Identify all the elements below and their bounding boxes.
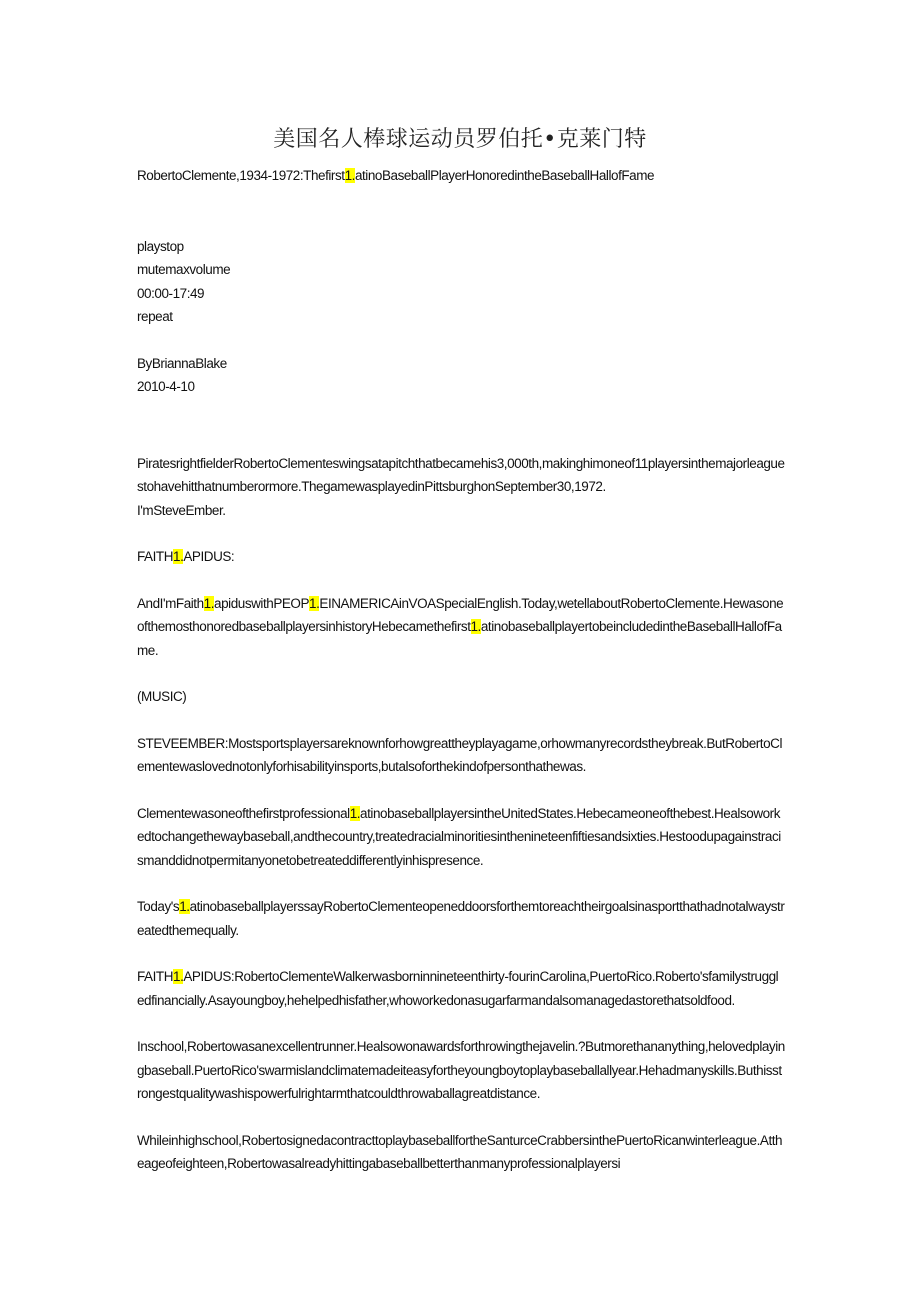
player-time: 00:00-17:49 <box>137 285 205 301</box>
highlight-mark: 1. <box>179 899 190 914</box>
byline-date: 2010-4-10 <box>137 379 195 394</box>
highlight-mark: 1. <box>173 969 184 984</box>
paragraph: Whileinhighschool,RobertosignedacontracttoplaybaseballfortheSanturceCrabbersinthePuertoRicanwinterleague.Attheageofeighteen,Robertowasalreadyhittingabaseballbetterthanmanyprofessionalplayersi <box>137 1132 783 1171</box>
paragraph: Today's1.atinobaseballplayerssayRobertoClementeopeneddoorsforthemtoreachtheirgoalsinasportthathadnotalwaystreatedthemequally. <box>137 899 785 938</box>
highlight-mark: 1. <box>173 549 184 564</box>
highlight-mark: 1. <box>309 595 320 611</box>
player-repeat[interactable]: repeat <box>137 309 173 324</box>
highlight-mark: 1. <box>344 168 355 183</box>
highlight-mark: 1. <box>470 619 481 634</box>
document-body <box>137 164 785 1176</box>
article-subtitle: RobertoClemente,1934-1972:Thefirst1.atinoBaseballPlayerHonoredintheBaseballHallofFame <box>137 168 655 183</box>
paragraph: PiratesrightfielderRobertoClementeswingsatapitchthatbecamehis3,000th,makinghimoneof11playersinthemajorleaguestohavehitthatnumberormore.ThegamewasplayedinPittsburghonSeptember30,1972. <box>137 455 785 494</box>
paragraph: FAITH1.APIDUS:RobertoClementeWalkerwasborninnineteenthirty-fourinCarolina,PuertoRico.Roberto'sfamilystruggledfinancially.Asayoungboy,hehelpedhisfather,whoworkedonasugarfarmandalsomanagedastorethatsoldfood. <box>137 969 779 1008</box>
highlight-mark: 1. <box>203 595 215 611</box>
paragraph: STEVEEMBER:Mostsportsplayersareknownforhowgreattheyplayagame,orhowmanyrecordstheybreak.ButRobertoClementewaslovednotonlyforhisabilityinsports,butalsoforthekindofpersonthathewas. <box>137 735 783 774</box>
highlight-mark: 1. <box>349 805 361 821</box>
paragraph: Clementewasoneofthefirstprofessional1.atinobaseballplayersintheUnitedStates.Hebecameoneofthebest.Healsoworkedtochangethewaybaseball,andthecountry,treatedracialminoritiesinthenineteenfiftiesandsixties.Hestoodupagainstracismanddidnotpermitanyonetobetreateddifferentlyinhispresence. <box>137 805 781 868</box>
paragraph: Inschool,Robertowasanexcellentrunner.Healsowonawardsforthrowingthejavelin.?Butmorethananything,helovedplayingbaseball.PuertoRico'swarmislandclimatemadeiteasyfortheyoungboytoplaybaseballallyear.Hehadmanyskills.Buthisstrongestqualitywashispowerfulrightarmthatcouldthrowaballagreatdistance. <box>137 1039 785 1101</box>
player-controls-play-stop[interactable]: playstop <box>137 238 184 254</box>
paragraph: I'mSteveEmber. <box>137 502 226 518</box>
player-controls-volume[interactable]: mutemaxvolume <box>137 262 231 277</box>
page-title: 美国名人棒球运动员罗伯托•克莱门特 <box>273 127 647 152</box>
paragraph: (MUSIC) <box>137 689 187 704</box>
paragraph: AndI'mFaith1.apiduswithPEOP1.EINAMERICAinVOASpecialEnglish.Today,wetellaboutRobertoClemente.HewasoneofthemosthonoredbaseballplayersinhistoryHebecamethefirst1.atinobaseballplayertobeincludedintheBaseballHallofFame. <box>137 595 784 658</box>
paragraph: FAITH1.APIDUS: <box>137 549 235 564</box>
byline-author: ByBriannaBlake <box>137 355 227 371</box>
